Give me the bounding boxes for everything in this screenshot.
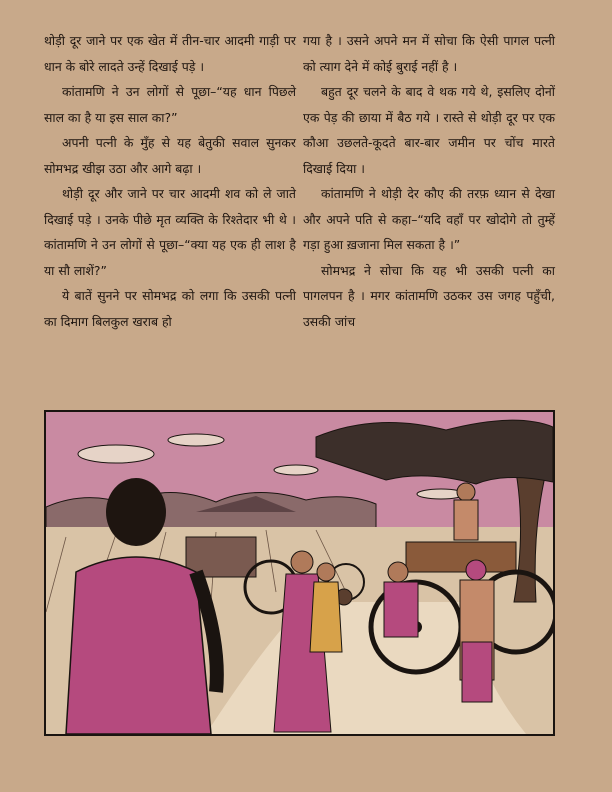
paragraph: थोड़ी दूर और जाने पर चार आदमी शव को ले जाते दिखाई पड़े । उनके पीछे मृत व्यक्ति के रिश्तेदार भी थे । कांतामणि ने उन लोगों से पूछा–“क्या यह एक ही लाश है या सौ लाशें?” xyxy=(44,186,296,278)
paragraph: कांतामणि ने थोड़ी देर कौए की तरफ़ ध्यान से देखा और अपने पति से कहा–“यदि वहाँ पर खोदोगे तो तुम्हें गड़ा हुआ ख़जाना मिल सकता है ।” xyxy=(303,186,555,252)
paragraph: अपनी पत्नी के मुँह से यह बेतुकी सवाल सुनकर सोमभद्र खीझ उठा और आगे बढ़ा । xyxy=(44,135,296,176)
left-text-column xyxy=(44,28,296,334)
paragraph: गया है । उसने अपने मन में सोचा कि ऐसी पागल पत्नी को त्याग देने में कोई बुराई नहीं है । xyxy=(303,33,555,74)
paragraph: सोमभद्र ने सोचा कि यह भी उसकी पत्नी का पागलपन है । मगर कांतामणि उठकर उस जगह पहुँची, उसकी जांच xyxy=(303,262,555,329)
paragraph: बहुत दूर चलने के बाद वे थक गये थे, इसलिए दोनों एक पेड़ की छाया में बैठ गये । रास्ते से थोड़ी दूर पर एक कौआ उछलते-कूदते बार-बार जमीन पर चोंच मारते दिखाई दिया । xyxy=(303,84,555,176)
paragraph: कांतामणि ने उन लोगों से पूछा–“यह धान पिछले साल का है या इस साल का?” xyxy=(44,84,296,125)
man-on-cart xyxy=(454,483,478,540)
illustration-art xyxy=(46,412,553,734)
right-text-column xyxy=(303,28,555,334)
paragraph: ये बातें सुनने पर सोमभद्र को लगा कि उसकी पत्नी का दिमाग बिलकुल खराब हो xyxy=(44,288,296,329)
story-illustration xyxy=(44,410,555,736)
paragraph: थोड़ी दूर जाने पर एक खेत में तीन-चार आदमी गाड़ी पर धान के बोरे लादते उन्हें दिखाई पड़े । xyxy=(44,33,296,74)
